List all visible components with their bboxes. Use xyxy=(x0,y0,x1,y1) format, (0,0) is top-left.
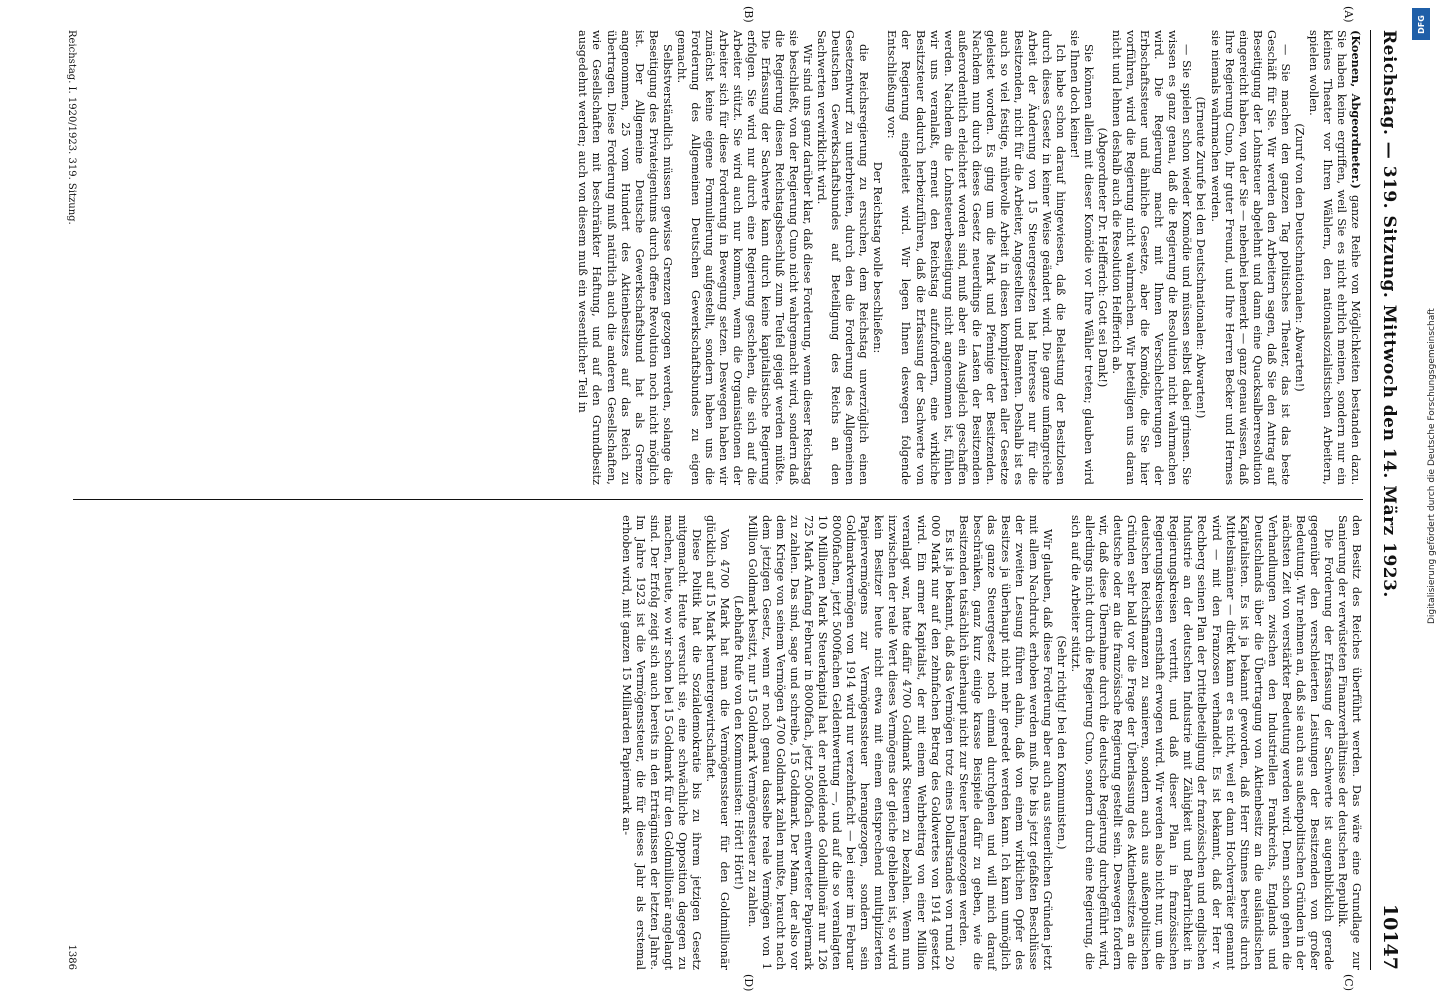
text-column-right xyxy=(68,515,1363,970)
paragraph: Ich habe schon darauf hingewiesen, daß die Belastung der Besitzlosen durch dieses Gesetz in keiner Weise geändert wird. Die ganze umfangreiche Arbeit der Änderung von 15 Steuergesetzen hat Interesse nur für die Besitzenden, nicht für die Arbeiter, Angestellten und Beamten. Deshalb ist es auch so viel festige, mühevolle Arbeit in diesen komplizierten aller Gesetze geleistet worden. Es ging um die Mark und Pfennige der Besitzenden. Nachdem nun durch dieses Gesetz neuerdings die Lasten der Besitzenden außerordentlich erleichtert worden sind, muß aber ein Ausgleich geschaffen werden. Nachdem die Lohnsteuerbeseitigung nicht angenommen ist, fühlen wir uns veranlaßt, erneut den Reichstag aufzufordern, eine wirkliche Besitzsteuer dadurch herbeizuführen, daß die Erfassung der Sachwerte von der Regierung eingeleitet wird. Wir legen Ihnen deswegen folgende Entschließung vor: xyxy=(885,30,1068,485)
paragraph: den Besitz des Reiches überführt werden. Das wäre eine Grundlage zur Sanierung der verwüsteten Finanzverhältnisse der deutschen Republik. xyxy=(1335,515,1363,970)
paragraph: Sie können allein mit dieser Komödie vor Ihre Wähler treten; glauben wird sie Ihnen doch keiner! xyxy=(1068,30,1096,485)
margin-label-d: (D) xyxy=(742,974,755,992)
rotated-newspaper-page xyxy=(45,6,1405,992)
page-header xyxy=(1370,30,1405,970)
column-divider xyxy=(73,499,1363,500)
dfg-logo-text: DFG xyxy=(1416,14,1426,34)
interjection: (Erneute Zurufe bei den Deutschnationalen: Abwarten!) xyxy=(1194,96,1208,419)
page-footer xyxy=(55,30,85,970)
interjection: (Zuruf von den Deutschnationalen: Abwarten!) xyxy=(1292,123,1306,392)
margin-label-a: (A) xyxy=(1342,6,1355,23)
footer-citation: Reichstag. I. 1920/1923. 319. Sitzung. xyxy=(66,30,77,225)
resolution-heading: Der Reichstag wolle beschließen: xyxy=(871,161,885,354)
paragraph: Diese Politik hat die Sozialdemokratie bis zu ihrem jetzigen Gesetz mitgemacht. Heute versucht sie, eine schwächliche Opposition dagegen zu machen, heute, wo wir schon bei 15 Goldmark für den Goldmillionär angelangt sind. Der Erfolg zeigt sich auch bereits in den Erträgnissen der letzten Jahre. Im Jahre 1923 ist die Vermögenssteuer, die für dieses Jahr als erstemal erhoben wird, mit ganzen 15 Milliarden Papiermark an- xyxy=(619,515,703,970)
paragraph: Die Forderung der Erfassung der Sachwerte ist augenblicklich gerade gegenüber den verschleierten Leistungen der Besitzenden von großer Bedeutung. Wir nehmen an, daß sie auch aus außenpolitischen Gründen in der nächsten Zeit von verstärkter Bedeutung werden wird. Denn schon gehen die Verhandlungen zwischen den Industriellen Frankreichs, Englands und Deutschlands über die Übertragung von Aktienbesitz an die ausländischen Kapitalisten. Es ist ja bekannt geworden, daß Herr Stinnes bereits durch Mittelsmänner — direkt kann er es nicht, weil er dann Hochverräter genannt wird — mit den Franzosen verhandelt. Es ist bekannt, daß der Herr v. Rechberg seinen Plan der Drittelbeteiligung der französischen und englischen Industrie an der deutschen Industrie mit Zähigkeit und Beharrlichkeit in Regierungskreisen vertritt, und daß dieser Plan in französischen Regierungskreisen ernsthaft erwogen wird. Wir werden also nicht nur, um die deutschen Reichsfinanzen zu sanieren, sondern auch aus außenpolitischen Gründen sehr bald vor die Frage der Überlassung des Aktienbesitzes an die deutsche oder an die französische Regierung gestellt sein. Deswegen fordern wir, daß diese Übernahme durch die deutsche Regierung durchgeführt wird, allerdings nicht durch die Regierung Cuno, sondern durch eine Regierung, die sich auf die Arbeiter stützt. xyxy=(1069,515,1335,970)
dfg-logo xyxy=(1412,8,1430,40)
page-number: 10147 xyxy=(1379,903,1401,970)
paragraph: Es ist ja bekannt, daß das Vermögen trotz eines Dollarstandes von rund 20 000 Mark nur auf den zehnfachen Betrag des Goldwertes von 1914 gesetzt wird. Ein armer Kapitalist, der mit einem Wehrbeitrag von einer Million veranlagt war, hatte dafür 4700 Goldmark Steuern zu bezahlen. Wenn nun inzwischen der reale Wert dieses Vermögens der gleiche geblieben ist, so wird kein Besitzer heute nicht etwa mit einem entsprechend multiplizierten Papiervermögens zur Vermögenssteuer herangezogen, sondern sein Goldmarkvermögen von 1914 wird nur verzehnfacht — bei einer im Februar 8000fachen, jetzt 5000fachen Geldentwertung —, und auf die so veranlagten 10 Millionen Mark Steuerkapital hat der notleidende Goldmillionär nur 126 725 Mark Anfang Februar in 8000fach, jetzt 5000fach entwerteter Papiermark zu zahlen. Das sind, sage und schreibe, 15 Goldmark. Der Mann, der also vor dem Kriege von seinem Vermögen 4700 Goldmark zahlen mußte, braucht nach dem jetzigen Gesetz, wenn er noch genau dasselbe reale Vermögen von 1 Million Goldmark besitzt, nur 15 Goldmark Vermögenssteuer zu zahlen. xyxy=(745,515,956,970)
paragraph: ganze Reihe von Möglichkeiten bestanden dazu. Sie haben keine ergriffen, weil Sie es nicht ehrlich meinen, sondern nur ein kleines Theater vor Ihren Wählern, den nationalsozialistischen Arbeitern, spielen wollen. xyxy=(1306,30,1362,486)
digitization-note-text: Digitalisierung gefördert durch die Deutsche Forschungsgemeinschaft xyxy=(1427,308,1437,624)
interjection: (Abgeordneter Dr. Helfferich: Gott sei Dank!) xyxy=(1096,127,1110,388)
digitization-note xyxy=(1415,44,1437,984)
paragraph: Wir sind uns ganz darüber klar, daß diese Forderung, wenn dieser Reichstag sie beschließt, von der Regierung Cuno nicht wahrgemacht wird, sondern daß die Regierung diesen Reichstagsbeschluß zum Teufel gejagt werden müßte. Die Erfassung der Sachwerte kann durch keine kapitalistische Regierung erfolgen. Sie wird nur durch eine Regierung geschehen, die sich auf die Arbeiter stützt. Sie wird auch nur kommen, wenn die Organisationen der Arbeiter sich für diese Forderung in Bewegung setzen. Deswegen haben wir zunächst keine eigene Formulierung aufgestellt, sondern haben uns die Forderung des Allgemeinen Deutschen Gewerkschaftsbundes zu eigen gemacht. xyxy=(674,30,815,485)
paragraph: — Sie spielen schon wieder Komödie und müssen selbst dabei grinsen. Sie wissen es ganz genau, daß die Regierung die Resolution nicht wahrmachen wird. Die Regierung macht mit Ihnen Verschlechterungen der Erbschaftssteuer und ähnliche Gesetze, aber die Komödie, die Sie hier vorführen, wird die Regierung nicht wahrmachen. Wir beteiligen uns daran nicht und lehnen deshalb auch die Resolution Helfferich ab. xyxy=(1110,30,1194,485)
paragraph: Von 4700 Mark hat man die Vermögenssteuer für den Goldmillionär glücklich auf 15 Mark heruntergewirtschaftet. xyxy=(703,515,731,970)
text-column-left xyxy=(68,30,1363,485)
interjection: (Lebhafte Rufe von den Kommunisten: Hört! Hört!) xyxy=(731,595,745,890)
footer-number: 1386 xyxy=(66,944,77,970)
margin-label-b: (B) xyxy=(742,6,755,23)
paragraph: — Sie machen den ganzen Tag politisches Theater, das ist das beste Geschäft für Sie. Wir werden den Arbeitern sagen, daß Sie den Antrag auf Beseitigung der Lohnsteuer abgelehnt und dann eine Quacksalberresolution eingereicht haben, von der Sie — nebenbei bemerkt — ganz genau wissen, daß Ihre Regierung Cuno, Ihr guter Freund, und Ihre Herren Becker und Hermes sie niemals wahrmachen werden. xyxy=(1208,30,1292,485)
interjection: (Sehr richtig! bei den Kommunisten.) xyxy=(1055,635,1069,850)
header-title: Reichstag. — 319. Sitzung. Mittwoch den 14. März 1923. xyxy=(1379,30,1399,598)
margin-label-c: (C) xyxy=(1342,974,1355,991)
paragraph: Wir glauben, daß diese Forderung aber auch aus steuerlichen Gründen jetzt mit allem Nachdruck erhoben werden muß. Die bis jetzt gefaßten Beschlüsse der zweiten Lesung führen dahin, daß von einem wirklichen Opfer des Besitzes ja überhaupt nicht mehr geredet werden kann. Ich kann unmöglich das ganze Steuergesetz noch einmal durchgehen und will mich darauf beschränken, ganz kurz einige krasse Beispiele dafür zu geben, wie die Besitzenden tatsächlich überhaupt nicht zur Steuer herangezogen werden. xyxy=(956,515,1054,970)
speaker-label: (Koenen, Abgeordneter.) xyxy=(1349,30,1363,189)
resolution-text: die Reichsregierung zu ersuchen, dem Reichstag unverzüglich einen Gesetzentwurf zu unterbreiten, durch den die Forderung des Allgemeinen Deutschen Gewerkschaftsbundes auf Beteiligung des Reichs an den Sachwerten verwirklicht wird. xyxy=(815,30,871,485)
paragraph: Selbstverständlich müssen gewisse Grenzen gezogen werden, solange die Beseitigung des Privateigentums durch offene Revolution noch nicht möglich ist. Der Allgemeine Deutsche Gewerkschaftsbund hat als Grenze angenommen, 25 vom Hundert des Aktienbesitzes auf das Reich zu übertragen. Diese Forderung muß natürlich auch die anderen Gesellschaften, wie Gesellschaften mit beschränkter Haftung, und auf den Grundbesitz ausgedehnt werden; auch von diesem muß ein wesentlicher Teil in xyxy=(576,30,674,485)
